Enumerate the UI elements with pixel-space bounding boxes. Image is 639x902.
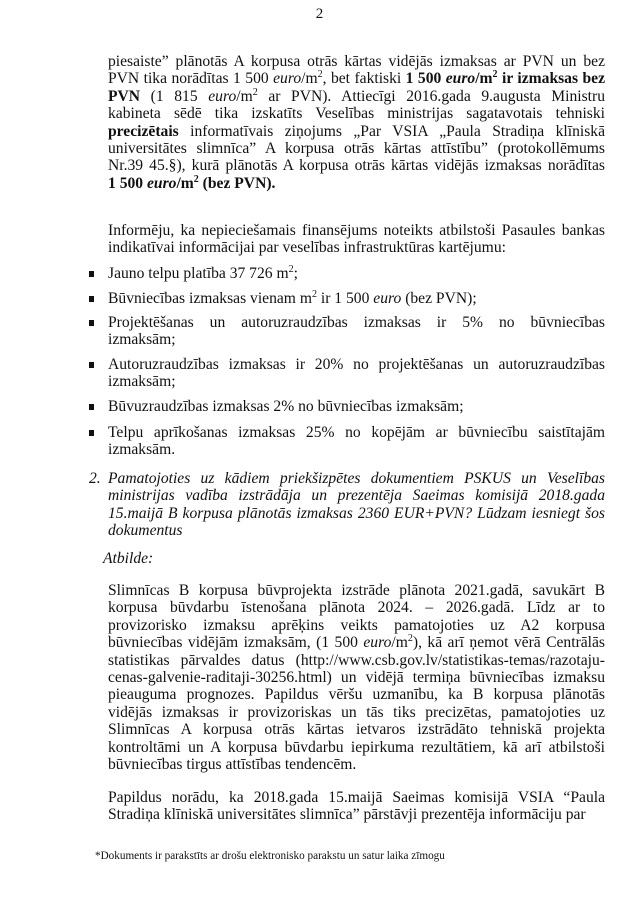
text-line <box>108 356 605 373</box>
text-segment: PVN tika norādītas 1 500 <box>108 70 274 88</box>
text-segment: (1 815 <box>140 87 209 105</box>
answer-label: Atbilde: <box>103 550 154 567</box>
bullet-icon <box>89 362 94 368</box>
text-line <box>108 669 605 686</box>
text-segment: /m <box>176 174 194 192</box>
text-line <box>108 686 605 703</box>
text-segment: /m <box>236 87 253 105</box>
text-line <box>108 806 605 823</box>
text-line <box>108 652 605 669</box>
text-line <box>108 599 605 616</box>
text-segment: indikatīvai informācijai par veselības infrastruktūras kartējumu: <box>108 239 506 257</box>
text-segment: ar PVN). Attiecīgi 2016.gada 9.augusta Ministru <box>257 87 606 105</box>
text-segment: 2 <box>252 86 258 98</box>
text-segment: 2 <box>288 264 294 275</box>
list-item <box>108 356 605 391</box>
list-item <box>108 265 605 282</box>
paragraph-cost-history <box>108 53 605 192</box>
bullet-icon <box>89 320 94 326</box>
text-line <box>108 123 605 140</box>
text-segment: kabineta sēdē tika izskatīts Veselības ministrijas sagatavotais tehniski <box>108 105 605 123</box>
text-segment: Slimnīcas A korpusa otrās kārtas ietvaros izstrādāto tehniskā projekta <box>108 721 605 739</box>
text-segment: statistikas pārvaldes datus (http://www.csb.gov.lv/statistikas-temas/razotaju- <box>108 651 605 669</box>
text-segment: 15.maijā B korpusa plānotās izmaksas 2360 EUR+PVN? Lūdzam iesniegt šos <box>108 504 605 522</box>
text-line <box>108 617 605 634</box>
text-line <box>108 582 605 599</box>
text-segment: euro <box>208 87 237 105</box>
text-segment: 2 <box>311 289 317 300</box>
text-segment: /m <box>475 70 493 88</box>
text-line <box>108 70 605 87</box>
text-line <box>108 704 605 721</box>
text-segment: piesaiste” plānotās A korpusa otrās kārtas vidējās izmaksas ar PVN un bez <box>108 53 605 70</box>
text-line <box>108 175 605 192</box>
text-segment: pieauguma prognozes. Papildus vēršu uzmanību, ka B korpusa plānotās <box>108 686 605 704</box>
text-line <box>108 331 605 348</box>
paragraph-financing-intro <box>108 222 605 257</box>
text-segment: 2 <box>492 69 498 81</box>
paragraph-answer <box>108 582 605 773</box>
text-segment: būvniecības tirgus attīstības tendencēm. <box>108 755 357 773</box>
list-item <box>108 398 605 415</box>
question-2 <box>89 470 605 540</box>
text-line <box>108 634 605 651</box>
text-segment: ir izmaksas bez <box>497 70 606 88</box>
text-line <box>108 373 605 390</box>
text-segment: cenas-galvenie-raditaji-30256.html) un vidējā termiņa būvniecības izmaksu <box>108 668 605 686</box>
text-segment: izmaksām. <box>108 441 176 459</box>
text-segment: (bez PVN). <box>198 174 276 192</box>
text-line <box>108 505 605 522</box>
text-segment: /m <box>301 70 318 88</box>
text-segment: 1 500 <box>108 174 147 192</box>
bullet-icon <box>89 296 94 302</box>
list-item <box>108 290 605 307</box>
text-segment: euro <box>373 290 402 307</box>
text-segment: ir 1 500 <box>316 290 374 307</box>
text-line <box>108 424 605 441</box>
text-line <box>108 88 605 105</box>
text-segment: 1 500 <box>405 70 446 88</box>
text-line <box>108 487 605 504</box>
text-segment: Jauno telpu platība 37 726 m <box>108 265 289 282</box>
text-segment: euro <box>445 70 476 88</box>
text-segment: Autoruzraudzības izmaksas ir 20% no projektēšanas un autoruzraudzības <box>108 356 605 373</box>
bullet-icon <box>89 271 94 277</box>
text-segment: dokumentus <box>108 522 183 540</box>
text-segment: Pamatojoties uz kādiem priekšizpētes dokumentiem PSKUS un Veselības <box>108 470 605 487</box>
text-line <box>108 789 605 806</box>
list-item <box>108 314 605 349</box>
text-line <box>108 157 605 174</box>
text-segment: Būvniecības izmaksas vienam m <box>108 290 312 307</box>
text-segment: Projektēšanas un autoruzraudzības izmaksas ir 5% no būvniecības <box>108 314 605 331</box>
text-segment: ), kā arī ņemot vērā Centrālās <box>412 634 605 652</box>
text-segment: precizētais <box>108 122 179 140</box>
text-segment: būvniecības vidējām izmaksām, (1 500 <box>108 634 364 652</box>
text-line <box>108 314 605 331</box>
text-line <box>108 441 605 458</box>
text-segment: ministrijas vadība izstrādāja un prezentēja Saeimas komisijā 2018.gada <box>108 487 605 505</box>
text-segment: korpusa būvdarbu īstenošana plānota 2024. – 2026.gadā. Līdz ar to <box>108 599 605 617</box>
footnote: *Dokuments ir parakstīts ar drošu elektronisko parakstu un satur laika zīmogu <box>95 850 445 862</box>
text-line <box>108 140 605 157</box>
text-line <box>108 522 605 539</box>
text-segment: 2 <box>317 69 323 81</box>
page-number: 2 <box>315 6 324 22</box>
text-line <box>108 265 605 282</box>
text-segment: Informēju, ka nepieciešamais finansējums noteikts atbilstoši Pasaules bankas <box>108 222 605 239</box>
paragraph-additional <box>108 789 605 824</box>
text-segment: izmaksām; <box>108 373 176 391</box>
text-segment: Telpu aprīkošanas izmaksas 25% no kopējām ar būvniecību saistītajām <box>108 424 605 441</box>
text-segment: kontroltāmi un A korpusa būvdarbu iepirkuma rezultātiem, kā arī atbilstoši <box>108 738 605 756</box>
text-segment: izmaksām; <box>108 331 176 349</box>
text-segment: Slimnīcas B korpusa būvprojekta izstrāde plānota 2021.gadā, savukārt B <box>108 582 605 599</box>
text-line <box>108 239 605 256</box>
text-segment: 2 <box>193 173 199 185</box>
text-segment: Nr.39 45.§), kurā plānotās A korpusa otrās kārtas vidējās izmaksas norādītas <box>108 157 605 175</box>
text-line <box>108 470 605 487</box>
text-segment: PVN <box>108 87 141 105</box>
text-line <box>108 739 605 756</box>
text-line <box>108 53 605 70</box>
text-segment: euro <box>146 174 177 192</box>
list-item <box>108 424 605 459</box>
text-segment: Papildus norādu, ka 2018.gada 15.maijā Saeimas komisijā VSIA “Paula <box>108 789 605 806</box>
text-segment: 2 <box>407 633 413 645</box>
text-segment: /m <box>391 634 408 652</box>
text-segment: universitātes slimnīca” A korpusa otrās kārtas attīstību” (protokollēmums <box>108 139 605 157</box>
text-line <box>108 222 605 239</box>
text-line <box>108 721 605 738</box>
text-segment: euro <box>273 70 302 88</box>
text-line <box>108 756 605 773</box>
text-segment: vidējās izmaksas ir provizoriskas un tās tiks precizētas, pamatojoties uz <box>108 703 605 721</box>
text-segment: Būvuzraudzības izmaksas 2% no būvniecības izmaksām; <box>108 398 464 415</box>
text-segment: , bet faktiski <box>322 70 406 88</box>
bullet-icon <box>89 430 94 436</box>
text-line <box>108 105 605 122</box>
text-segment: provizorisko izmaksu aprēķins veikts pamatojoties uz A2 korpusa <box>108 616 605 634</box>
text-segment: (bez PVN); <box>401 290 477 307</box>
text-line <box>108 290 605 307</box>
text-segment: Stradiņa klīniskā universitātes slimnīca” pārstāvji prezentēja informāciju par <box>108 806 586 824</box>
text-segment: ; <box>293 265 298 282</box>
text-segment: informatīvais ziņojums „Par VSIA „Paula Stradiņa klīniskā <box>178 122 605 140</box>
text-line <box>108 398 605 415</box>
question-number: 2. <box>89 470 101 487</box>
bullet-icon <box>89 404 94 410</box>
text-segment: euro <box>363 634 392 652</box>
